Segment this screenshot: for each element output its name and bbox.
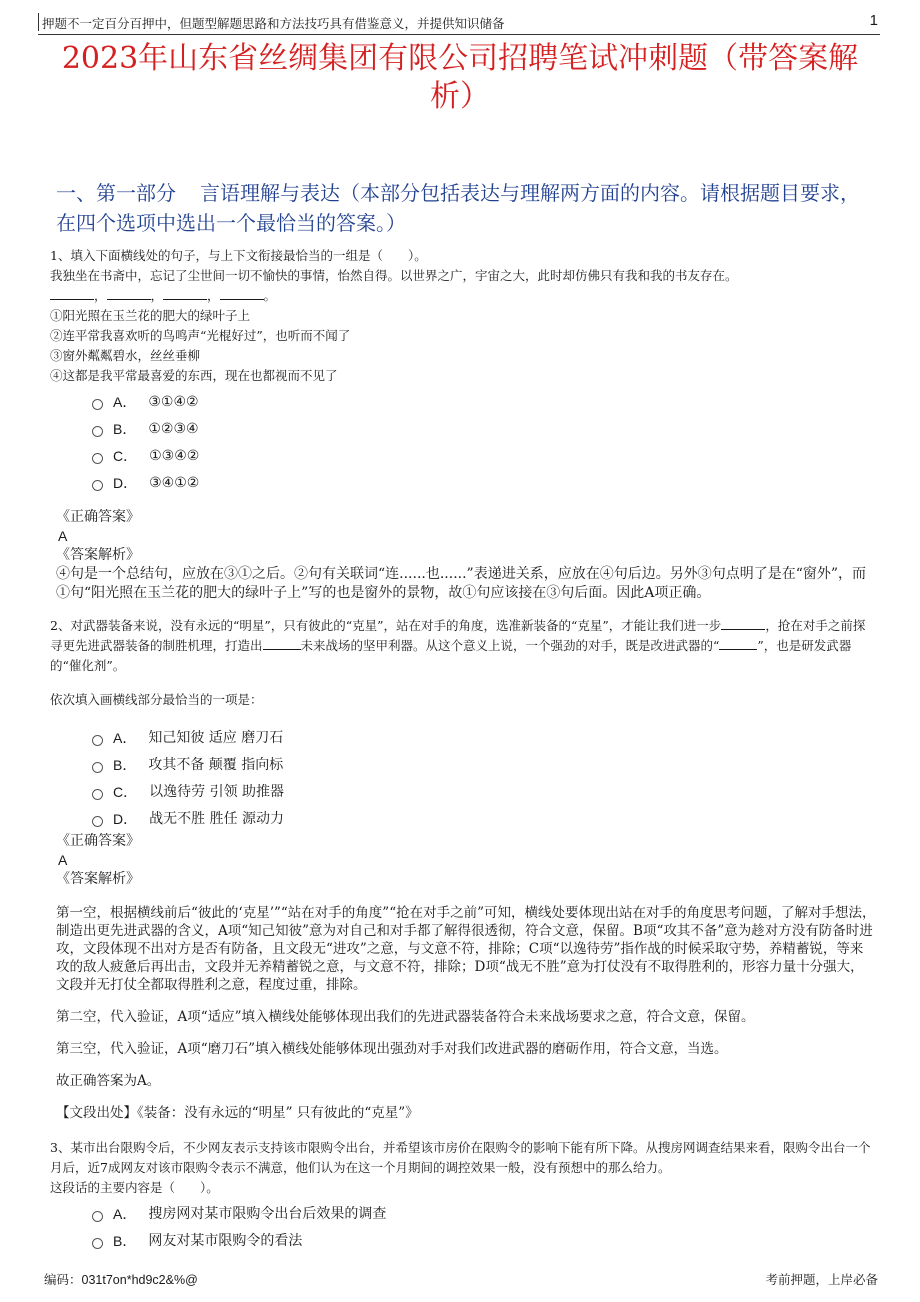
analysis-title: 《答案解析》 (56, 547, 140, 563)
radio-icon[interactable] (92, 735, 103, 746)
option-label: B． (113, 1232, 137, 1249)
stem-part: ，抢在对手之前探寻更先进武器装备的制胜机理，打造出 (50, 618, 866, 653)
analysis-paragraph: 第三空，代入验证，A项“磨刀石”填入横线处能够体现出强劲对手对我们改进武器的磨砺作用，符合文意，当选。 (56, 1041, 728, 1057)
blank (107, 287, 151, 300)
section-heading (56, 178, 870, 238)
blank (263, 637, 301, 650)
q3-option-a[interactable] (92, 1200, 876, 1227)
q2-prompt: 依次填入画横线部分最恰当的一项是： (50, 692, 263, 707)
radio-icon[interactable] (92, 480, 103, 491)
q1-option-d[interactable] (92, 469, 876, 496)
option-label: B． (113, 420, 137, 437)
q2-option-b[interactable] (92, 751, 876, 778)
stem-part: ”，也是研发武器的“催化剂”。 (50, 638, 852, 673)
footer-code (44, 1270, 198, 1288)
option-text: 搜房网对某市限购令出台后效果的调查 (148, 1205, 387, 1222)
option-label: D． (113, 810, 138, 827)
analysis-paragraph: 第二空，代入验证，A项“适应”填入横线处能够体现出我们的先进武器装备符合未来战场要求之意，符合文意，保留。 (56, 1009, 755, 1025)
radio-icon[interactable] (92, 1238, 103, 1249)
section-text: 言语理解与表达（本部分包括表达与理解两方面的内容。请根据题目要求，在四个选项中选出一个最恰当的答案。） (56, 181, 860, 235)
q2-stem (50, 616, 876, 676)
option-label: A． (113, 729, 137, 746)
question-2 (50, 616, 876, 832)
option-label: A． (113, 393, 137, 410)
footer-slogan: 考前押题，上岸必备 (765, 1272, 878, 1287)
question-1 (50, 246, 876, 496)
q1-passage: 我独坐在书斋中，忘记了尘世间一切不愉快的事情，怡然自得。以世界之广，宇宙之大，此时却仿佛只有我和我的书友存在。 (50, 268, 738, 283)
comma: ， (207, 288, 220, 303)
radio-icon[interactable] (92, 762, 103, 773)
q3-stem: 3、某市出台限购令后，不少网友表示支持该市限购令出台，并希望该市房价在限购令的影响下能有所下降。从搜房网调查结果来看，限购令出台一个月后，近7成网友对该市限购令表示不满意，他们认为在这一个月期间的调控效果一般，没有预想中的那么给力。 (50, 1140, 871, 1175)
option-text: ①②③④ (148, 420, 199, 437)
q1-blanks (50, 286, 876, 306)
code-value: 031t7on*hd9c2&%@ (81, 1273, 198, 1287)
page-number: 1 (869, 12, 878, 29)
option-text: ③①④② (148, 393, 199, 410)
option-text: 网友对某市限购令的看法 (148, 1232, 303, 1249)
q1-stem: 1、填入下面横线处的句子，与上下文衔接最恰当的一组是（ ）。 (50, 248, 427, 263)
q2-option-a[interactable] (92, 724, 876, 751)
stem-part: 未来战场的坚甲利器。从这个意义上说，一个强劲的对手，既是改进武器的“ (300, 638, 720, 653)
analysis-paragraph: 第一空，根据横线前后“彼此的‘克星’”“站在对手的角度”“抢在对手之前”可知，横线处要体现出站在对手的角度思考问题，了解对手想法，制造出更先进武器的含义，A项“知己知彼”意为对自己和对手都了解得很透彻，符合文意，保留。B项“攻其不备”意为趁对方没有防备时进攻，文段体现不出对方是否有防备，且文段无“进攻”之意，与文意不符，排除；C项“以逸待劳”指作战的时候采取守势，养精蓄锐，等来攻的敌人疲惫后再出击，文段并无养精蓄锐之意，与文意不符，排除；D项“战无不胜”意为打仗没有不取得胜利的，形容力量十分强大，文段并无打仗全都取得胜利之意，程度过重，排除。 (56, 905, 876, 993)
q1-answer-block (56, 508, 876, 603)
q1-item: ④这都是我平常最喜爱的东西，现在也都视而不见了 (50, 368, 338, 383)
option-text: ①③④② (149, 447, 200, 464)
q1-item: ③窗外粼粼碧水，丝丝垂柳 (50, 348, 201, 363)
code-label: 编码： (44, 1272, 82, 1287)
comma: ， (150, 288, 164, 303)
answer-title: 《正确答案》 (56, 833, 140, 849)
radio-icon[interactable] (92, 789, 103, 800)
stem-part: 2、对武器装备来说，没有永远的“明星”，只有彼此的“克星”，站在对手的角度，选准新装备的“克星”，才能让我们进一步 (50, 618, 722, 633)
blank (220, 287, 264, 300)
q1-item: ①阳光照在玉兰花的肥大的绿叶子上 (50, 308, 251, 323)
radio-icon[interactable] (92, 426, 103, 437)
blank (50, 287, 94, 300)
answer-value: A (58, 852, 68, 868)
q2-option-d[interactable] (92, 805, 876, 832)
q1-option-c[interactable] (92, 442, 876, 469)
option-text: 战无不胜 胜任 源动力 (149, 810, 285, 827)
analysis-title: 《答案解析》 (56, 871, 140, 887)
period: 。 (263, 288, 277, 303)
option-label: A． (113, 1205, 137, 1222)
analysis-text: ④句是一个总结句，应放在③①之后。②句有关联词“连......也......”表递进关系，应放在④句后边。另外③句点明了是在“窗外”，而①句“阳光照在玉兰花的肥大的绿叶子上”写的也是窗外的景物，故①句应该接在③句后面。因此A项正确。 (56, 566, 867, 601)
q2-option-c[interactable] (92, 778, 876, 805)
header-note: 押题不一定百分百押中，但题型解题思路和方法技巧具有借鉴意义，并提供知识储备 (42, 16, 505, 31)
q2-options (92, 724, 876, 832)
radio-icon[interactable] (92, 399, 103, 410)
option-text: ③④①② (149, 474, 200, 491)
section-part: 一、第一部分 (56, 181, 176, 205)
q1-option-b[interactable] (92, 415, 876, 442)
option-label: B． (113, 756, 137, 773)
option-label: C． (113, 783, 138, 800)
q3-prompt: 这段话的主要内容是（ ）。 (50, 1180, 219, 1195)
header-left-bar (38, 13, 39, 31)
answer-title: 《正确答案》 (56, 509, 140, 525)
q1-option-a[interactable] (92, 388, 876, 415)
analysis-paragraph: 故正确答案为A。 (56, 1073, 161, 1089)
q1-item: ②连平常我喜欢听的鸟鸣声“光棍好过”，也听而不闻了 (50, 328, 351, 343)
q3-option-b[interactable] (92, 1227, 876, 1254)
radio-icon[interactable] (92, 816, 103, 827)
blank (163, 287, 207, 300)
radio-icon[interactable] (92, 1211, 103, 1222)
comma: ， (94, 288, 107, 303)
option-text: 知己知彼 适应 磨刀石 (148, 729, 284, 746)
answer-value: A (58, 528, 68, 544)
question-3 (50, 1138, 876, 1254)
q2-answer-block (56, 832, 876, 889)
q2-analysis (56, 904, 876, 1136)
option-text: 以逸待劳 引领 助推器 (149, 783, 285, 800)
option-text: 攻其不备 颠覆 指向标 (148, 756, 284, 773)
option-label: D． (113, 474, 138, 491)
option-label: C． (113, 447, 138, 464)
page-header (38, 12, 880, 35)
q3-options (92, 1200, 876, 1254)
q1-options (92, 388, 876, 496)
blank (721, 617, 765, 630)
document-title: 2023年山东省丝绸集团有限公司招聘笔试冲刺题（带答案解析） (61, 41, 859, 114)
radio-icon[interactable] (92, 453, 103, 464)
analysis-source: 【文段出处】《装备：没有永远的“明星” 只有彼此的“克星”》 (56, 1105, 419, 1121)
blank (719, 637, 757, 650)
